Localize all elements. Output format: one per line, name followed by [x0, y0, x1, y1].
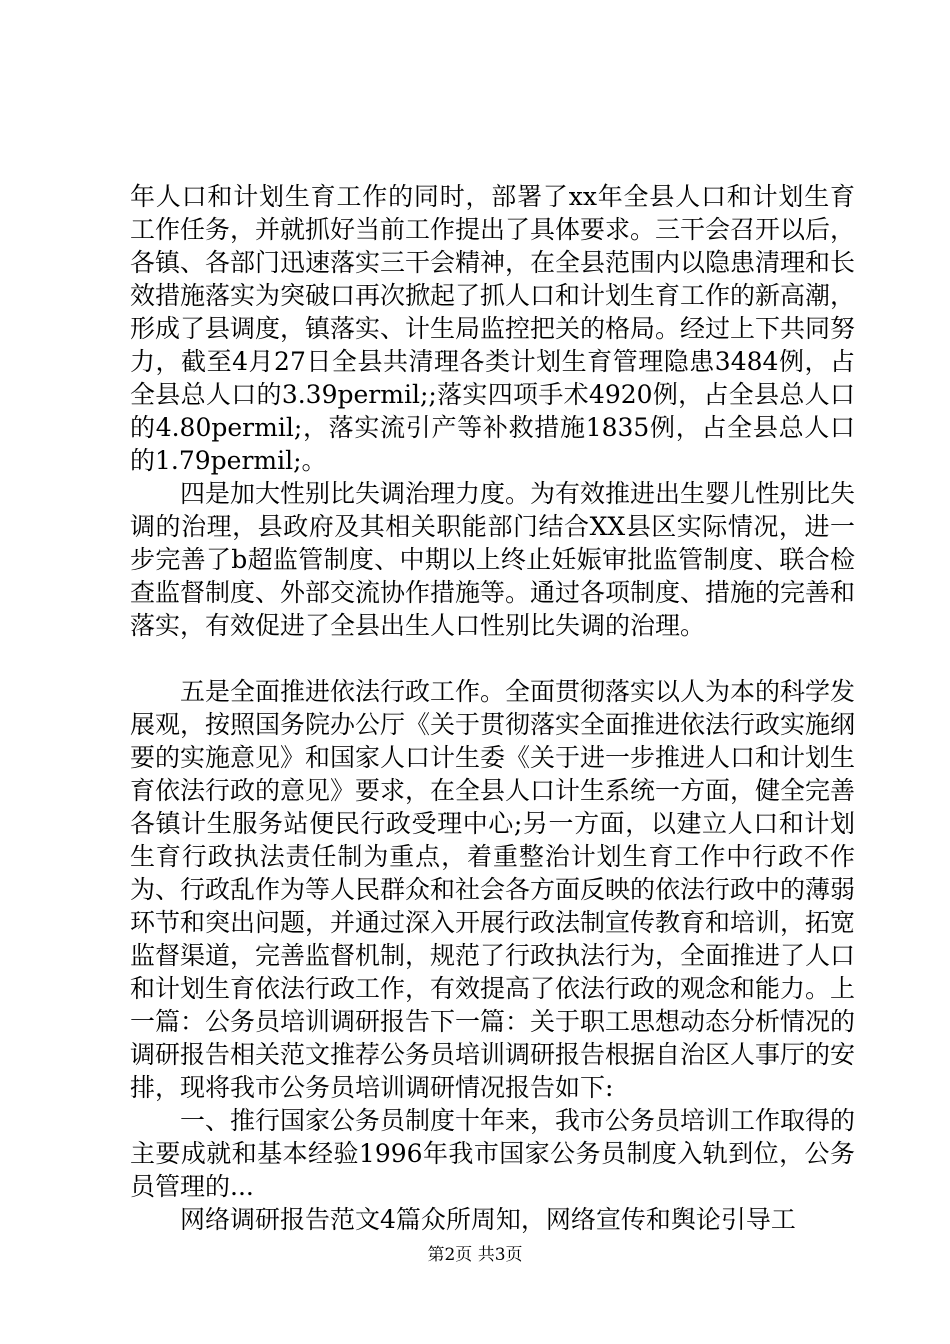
paragraph-law-administration: 五是全面推进依法行政工作。全面贯彻落实以人为本的科学发展观，按照国务院办公厅《关于贯彻落实全面推进依法行政实施纲要的实施意见》和国家人口计生委《关于进一步推进人口和计划生育依法行政的意见》要求，在全县人口计生系统一方面，健全完善各镇计生服务站便民行政受理中心;另一方面，以建立人口和计划生育行政执法责任制为重点，着重整治计划生育工作中行政不作为、行政乱作为等人民群众和社会各方面反映的依法行政中的薄弱环节和突出问题，并通过深入开展行政法制宣传教育和培训，拓宽监督渠道，完善监督机制，规范了行政执法行为，全面推进了人口和计划生育依法行政工作，有效提高了依法行政的观念和能力。上一篇：公务员培训调研报告下一篇：关于职工思想动态分析情况的调研报告相关范文推荐公务员培训调研报告根据自治区人事厅的安排，现将我市公务员培训调研情况报告如下: — [130, 677, 856, 1102]
paragraph-continuation: 年人口和计划生育工作的同时，部署了xx年全县人口和计划生育工作任务，并就抓好当前工作提出了具体要求。三干会召开以后，各镇、各部门迅速落实三干会精神，在全县范围内以隐患清理和长效措施落实为突破口再次掀起了抓人口和计划生育工作的新高潮，形成了县调度，镇落实、计生局监控把关的格局。经过上下共同努力，截至4月27日全县共清理各类计划生育管理隐患3484例，占全县总人口的3.39permil;;落实四项手术4920例，占全县总人口的4.80permil;，落实流引产等补救措施1835例，占全县总人口的1.79permil;。 — [130, 182, 856, 475]
page-number-footer: 第2页 共3页 — [427, 1245, 523, 1265]
document-body — [130, 180, 855, 1236]
paragraph-related-article-excerpt: 一、推行国家公务员制度十年来，我市公务员培训工作取得的主要成就和基本经验1996年我市国家公务员制度入轨到位，公务员管理的... — [130, 1106, 856, 1201]
paragraph-related-article-title: 网络调研报告范文4篇众所周知，网络宣传和舆论引导工 — [180, 1205, 796, 1234]
paragraph-gender-ratio: 四是加大性别比失调治理力度。为有效推进出生婴儿性别比失调的治理，县政府及其相关职能部门结合XX县区实际情况，进一步完善了b超监管制度、中期以上终止妊娠审批监管制度、联合检查监督制度、外部交流协作措施等。通过各项制度、措施的完善和落实，有效促进了全县出生人口性别比失调的治理。 — [130, 479, 856, 640]
